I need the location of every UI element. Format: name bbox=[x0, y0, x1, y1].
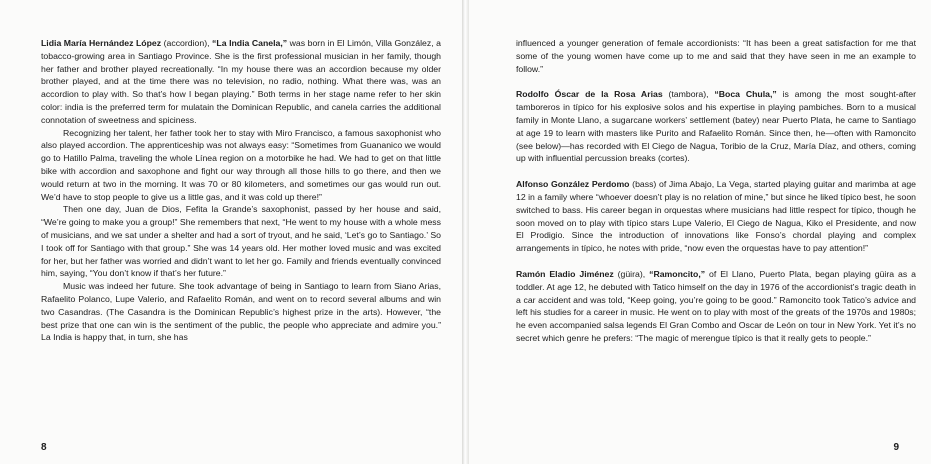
bio-name: Alfonso González Perdomo bbox=[516, 179, 630, 190]
bio-instrument: (accordion), bbox=[161, 38, 213, 48]
bio-nickname: “La India Canela,” bbox=[212, 38, 288, 48]
bio-instrument: (güira), bbox=[613, 268, 650, 279]
bio-name: Ramón Eladio Jiménez bbox=[516, 268, 614, 279]
bio-instrument: (tambora), bbox=[662, 89, 715, 100]
bio-alfonso-gonzalez bbox=[516, 178, 916, 255]
paragraph: Music was indeed her future. She took advantage of being in Santiago to learn from Siano Arias, Rafaelito Polanco, Lupe Valerio, and Rafaelito Román, and went on to record several albums and win two Casandras. (The Casandra is the Dominican Republic’s highest prize in the arts). However, “the best prize that one can win is the sentiment of the public, the people who appreciate and admire you.” La India is happy that, in turn, she has bbox=[41, 281, 441, 343]
bio-text: is among the most sought-after tamboreros in típico for his explosive solos and his expertise in playing pambiches. Born to a musical family in Monte Llano, a sugarcane workers’ settlement (batey) near Puerto Plata, he came to Santiago at age 19 to learn with masters like Purito and Rafaelito Román. Since then, he—often with Ramoncito (see below)—has recorded with El Ciego de Nagua, Toribio de la Cruz, María Díaz, and others, coming up with influential percussion breaks (cortes). bbox=[516, 89, 916, 164]
bio-nickname: “Boca Chula,” bbox=[714, 89, 777, 100]
bio-name: Lidia María Hernández López bbox=[41, 38, 162, 48]
continuation-paragraph: influenced a younger generation of female accordionists: “It has been a great satisfaction for me that some of the young women have come up to me and said that they have seen in me an example to follow.” bbox=[516, 38, 916, 74]
right-text-column bbox=[516, 37, 916, 358]
bio-name: Rodolfo Óscar de la Rosa Arias bbox=[516, 89, 663, 100]
page-number: 9 bbox=[893, 442, 899, 453]
bio-lidia-hernandez bbox=[41, 37, 441, 127]
paragraph: Recognizing her talent, her father took her to stay with Miro Francisco, a famous saxophonist who also played accordion. The apprenticeship was not always easy: “Sometimes from Guananico we would go to Hatillo Palma, traveling the whole Línea region on a motorbike he had. We had to get on that little bike with accordion and saxophone and fight our way through all those hills to go there, and then we would return at two in the morning. It was 70 or 80 kilometers, and sometimes our gas would run out. We’d have to stop people to give us a little gas, and it was cold up there!” bbox=[41, 127, 441, 202]
bio-nickname: “Ramoncito,” bbox=[649, 268, 706, 279]
book-gutter bbox=[462, 0, 469, 464]
left-page bbox=[0, 0, 462, 464]
bio-rodolfo-de-la-rosa bbox=[516, 88, 916, 165]
bio-text: (bass) of Jima Abajo, La Vega, started playing guitar and marimba at age 12 in a family where “whoever doesn’t play is no relation of mine,” but since he liked típico best, he soon switched to bass. His career began in orquestas where musicians had little respect for típico, though he soon moved on to play with típico stars Lupe Valerio, El Ciego de Nagua, Kiko el Presidente, and now El Prodigio. Since the introduction of innovations like Fonso’s chordal playing and complex arrangements in típico, he notes with pride, “now even the orquestas have to pay attention!” bbox=[516, 179, 916, 254]
paragraph: Then one day, Juan de Dios, Fefita la Grande’s saxophonist, passed by her house and said, “We’re going to make you a group!” She remembers that next, “He went to my house with a whole mess of musicians, and we sat under a shelter and had a sort of tryout, and he said, ‘Let’s go to Santiago.’ So I took off for Santiago with that group.” She was 14 years old. Her mother loved music and was excited for her, but her father was worried and didn’t want to let her go. Family and friends eventually convinced him, saying, “You don’t know if that’s her future.” bbox=[41, 204, 441, 279]
page-number: 8 bbox=[41, 442, 47, 453]
bio-text: of El Llano, Puerto Plata, began playing güira as a toddler. At age 12, he debuted with Tatico himself on the day in 1976 of the accordionist’s tragic death in a car accident and was told, “Keep going, you’re going to be good.” Ramoncito took Tatico’s advice and left his studies for a career in music. He went on to play with most of the greats of the 1970s and 1980s; he even accompanied salsa legends El Gran Combo and Oscar de León on tour in New York. Yet it’s no secret which genre he prefers: “The magic of merengue típico is that it really gets to people.” bbox=[516, 268, 916, 343]
left-text-column bbox=[41, 37, 441, 344]
bio-ramon-jimenez bbox=[516, 268, 916, 345]
right-page bbox=[469, 0, 931, 464]
bio-text: was born in El Limón, Villa González, a tobacco-growing area in Santiago Province. She is the first professional musician in her family, though her father and brother played recreationally. “In my house there was an accordion because my older brother played, and at the time there was no television, no radio, nothing. What there was, was an accordion to play with. So that’s how I began playing.” Both terms in her stage name refer to her skin color: india is the preferred term for mulatain the Dominican Republic, and canela carries the additional connotation of sweetness and spiciness. bbox=[41, 38, 442, 125]
